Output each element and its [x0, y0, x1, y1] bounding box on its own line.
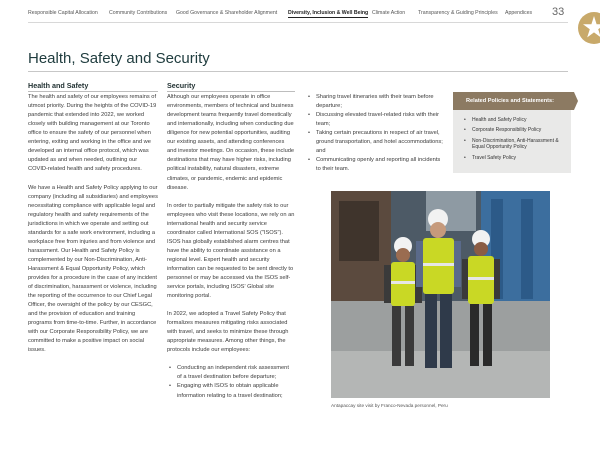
- list-item: • Discussing elevated travel-related risks with their team;: [306, 111, 443, 129]
- security-heading: Security: [167, 81, 196, 90]
- page-number: 33: [552, 6, 565, 18]
- related-policies-heading: Related Policies and Statements:: [453, 92, 574, 110]
- star-logo-icon: [578, 12, 600, 44]
- health-safety-paragraph-2: We have a Health and Safety Policy applying to our company (including all subsidiaries) and employees necessitating compliance with applicable legal and regulatory health and safety requirements of the jurisdictions in which we operate and setting out standards for a safe work environment, including a workplace free from injuries and from violence and harassment. Our Health and Safety Policy is complemented by our Non-Discrimination, Anti-Harassment & Equal Opportunity Policy, which provides for a procedure in the case of any incident of discrimination, harassment or violence, including the reporting of the occurrence to our Chief Legal Officer, the oversight of the policy by our CESGC, and the provision of education and training programs from time-to-time. Further, in accordance with our Corporate Responsibility Policy, we are committed to make a positive impact on social issues.: [28, 184, 158, 354]
- policy-link-non-discrimination[interactable]: • Non-Discrimination, Anti-Harassment & Equal Opportunity Policy: [463, 138, 568, 152]
- travel-protocol-list: [167, 364, 295, 400]
- list-item: • Taking certain precautions in respect of air travel, ground transportation, and hotel accommodations; and: [306, 129, 443, 156]
- policy-link-corporate-responsibility[interactable]: • Corporate Responsibility Policy: [463, 127, 568, 134]
- security-column: [167, 81, 295, 401]
- travel-protocol-list-continued: [306, 93, 443, 174]
- nav-link-diversity-inclusion[interactable]: Diversity, Inclusion & Well Being: [288, 10, 369, 16]
- nav-divider: [28, 22, 568, 23]
- health-safety-heading: Health and Safety: [28, 81, 89, 90]
- list-item: • Communicating openly and reporting all incidents to their team.: [306, 156, 443, 174]
- related-policies-list: [463, 117, 568, 165]
- policy-link-travel-safety[interactable]: • Travel Safety Policy: [463, 155, 568, 162]
- heading-rule: [28, 91, 158, 92]
- nav-link-transparency[interactable]: Transparency & Guiding Principles: [418, 10, 498, 16]
- security-paragraph-2: In order to partially mitigate the safety risk to our employees who visit these locations, we rely on an international health and security service coordinator called International SOS ("ISOS"). ISOS has globally established alarm centres that have the ability to coordinate assistance on a regional level. Expert health and security information can be requested to be sent directly to personnel or may be accessed via the ISOS self-service portals, including ISOS' Global site monitoring portal.: [167, 202, 295, 300]
- travel-protocol-continued-column: [306, 93, 443, 174]
- title-divider: [28, 71, 568, 72]
- health-safety-column: [28, 81, 158, 364]
- site-visit-photo: [331, 191, 550, 398]
- list-item: • Conducting an independent risk assessment of a travel destination before departure;: [167, 364, 295, 382]
- nav-link-good-governance[interactable]: Good Governance & Shareholder Alignment: [176, 10, 278, 16]
- nav-link-climate-action[interactable]: Climate Action: [372, 10, 406, 16]
- top-navigation: [28, 10, 548, 20]
- page-title: Health, Safety and Security: [28, 50, 210, 67]
- heading-rule: [167, 91, 295, 92]
- health-safety-paragraph-1: The health and safety of our employees remains of utmost priority. During the heights of the COVID-19 pandemic that extended into 2022, we worked closely with building management at our Toronto office to ensure the safety of our personnel when entering, exiting and working in the office and we developed an internal office protocol, which was updated as and when needed, outlining our COVID-related health and safety procedures.: [28, 94, 157, 173]
- nav-link-community-contributions[interactable]: Community Contributions: [109, 10, 168, 16]
- security-paragraph-3: In 2022, we adopted a Travel Safety Policy that formalizes measures mitigating risks associated with travel, and seeks to minimize these through appropriate measures. Among other things, the protocols include our employees:: [167, 311, 289, 354]
- nav-link-responsible-capital-allocation[interactable]: Responsible Capital Allocation: [28, 10, 98, 16]
- policy-link-health-safety[interactable]: • Health and Safety Policy: [463, 117, 568, 124]
- nav-link-appendices[interactable]: Appendices: [505, 10, 533, 16]
- list-item: • Sharing travel itineraries with their team before departure;: [306, 93, 443, 111]
- security-paragraph-1: Although our employees operate in office environments, members of technical and business development teams frequently travel domestically and internationally, including when conducting due diligence for new potential opportunities, auditing our existing assets, and attending conferences and investor meetings. On occasion, these include destinations that may have higher risks, including political instability, natural disasters, extreme climates, or pandemic, endemic and epidemic disease.: [167, 94, 295, 191]
- related-policies-box: [453, 92, 571, 173]
- photo-caption: Antapaccay site visit by Franco-Nevada personnel, Peru: [331, 403, 448, 408]
- list-item: • Engaging with ISOS to obtain applicable information relating to a travel destination;: [167, 382, 295, 400]
